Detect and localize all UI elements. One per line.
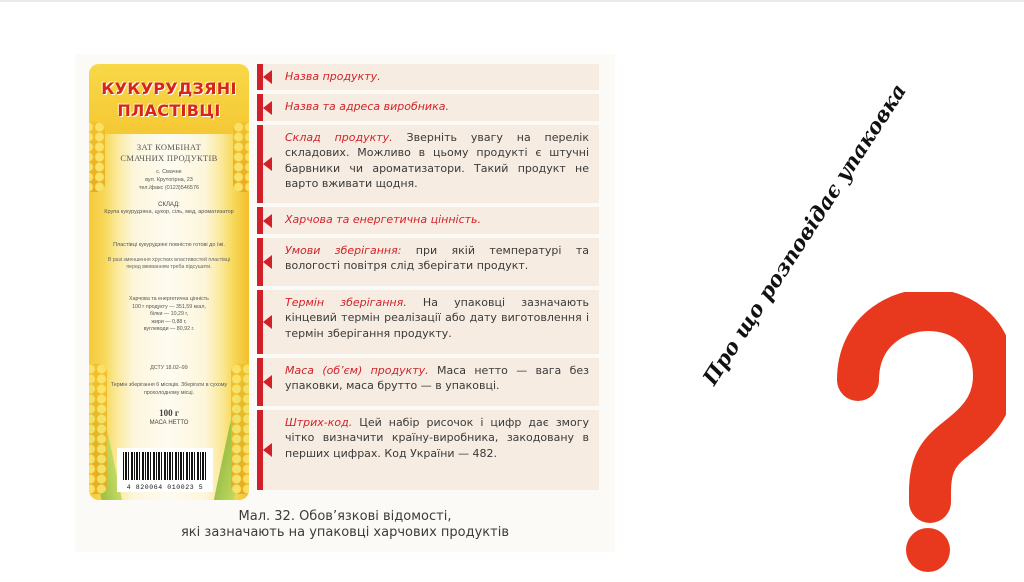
row-text: [285, 99, 589, 114]
info-row: [257, 207, 599, 234]
barcode: [117, 448, 213, 492]
shelf-life-text: Термін зберігання 6 місяців. Зберігати в сухому прохолодному місці.: [110, 382, 228, 396]
row-highlight: Маса (об’єм) продукту.: [285, 364, 429, 377]
row-text: [285, 295, 589, 341]
info-row: [257, 410, 599, 490]
caption-line: які зазначають на упаковці харчових продуктів: [180, 525, 509, 540]
ready-note: Пластівці кукурудзяні повністю готові до їжі.: [113, 242, 225, 248]
row-highlight: Назва та адреса виробника.: [285, 100, 449, 113]
nutrition-title: Харчова та енергетична цінність: [129, 296, 209, 302]
company-line: СМАЧНИХ ПРОДУКТІВ: [120, 153, 218, 163]
row-body: Цей набір рисочок і цифр дає змогу чітко визначити країну-виробника, закодовану в перших цифрах. Код України — 482.: [285, 416, 589, 460]
arrow-left-icon: [263, 375, 272, 389]
row-body: Зверніть увагу на перелік складових. Можливо в цьому продукті є штучні барвники чи ароматизатори. Такий продукт не варто вживати щодня.: [285, 131, 590, 190]
cereal-package: [89, 64, 249, 500]
info-rows: [257, 64, 599, 500]
caption-line: Мал. 32. Обов’язкові відомості,: [238, 509, 452, 524]
barcode-bars-icon: [123, 452, 207, 480]
row-text: [285, 363, 589, 394]
arrow-left-icon: [263, 101, 272, 115]
composition-text: Крупа кукурудзяна, цукор, сіль, мед, ароматизатор: [104, 209, 234, 215]
row-body: На упаковці зазначають кінцевий термін реалізації або дату виготовлення і термін зберігання продукту.: [285, 296, 590, 340]
package-title-line: КУКУРУДЗЯНІ: [101, 79, 237, 98]
question-mark-icon: [836, 292, 1006, 582]
row-text: [285, 130, 589, 191]
row-body: Маса нетто — вага без упаковки, маса брутто — в упаковці.: [285, 364, 589, 393]
net-weight-label: МАСА НЕТТО: [149, 420, 189, 426]
row-text: [285, 69, 589, 84]
nutrition-line: вуглеводи — 80,92 г.: [143, 326, 195, 332]
composition-title: СКЛАД:: [158, 202, 180, 208]
storage-tip: В разі зменшення хрустких властивостей пластівці перед вживанням треба підсушити.: [107, 257, 231, 270]
slide-top-rule: [0, 0, 1024, 2]
corn-kernels-decoration: [233, 122, 249, 192]
row-text: [285, 415, 589, 461]
standard-code: ДСТУ 18.02–99: [150, 365, 188, 371]
package-title: [89, 78, 249, 122]
info-row: [257, 358, 599, 406]
nutrition-block: [103, 296, 235, 334]
question-mark-dot: [906, 528, 950, 572]
address-line: с. Смачне: [156, 169, 182, 175]
info-row: [257, 94, 599, 121]
arrow-left-icon: [263, 443, 272, 457]
arrow-left-icon: [263, 255, 272, 269]
company-line: ЗАТ КОМБІНАТ: [136, 142, 202, 152]
info-row: [257, 125, 599, 203]
row-highlight: Термін зберігання.: [285, 296, 407, 309]
nutrition-line: 100 г продукту — 351,59 ккал,: [132, 303, 206, 310]
question-mark-hook: [858, 310, 994, 502]
info-row: [257, 64, 599, 90]
nutrition-line: білки — 10,29 г,: [149, 311, 189, 317]
package-title-line: ПЛАСТІВЦІ: [117, 101, 221, 120]
slide-title-text: Про що розповідає упаковка: [697, 79, 912, 390]
figure-caption: [75, 509, 615, 541]
info-row: [257, 238, 599, 286]
row-highlight: Штрих-код.: [285, 416, 353, 429]
row-highlight: Назва продукту.: [285, 70, 381, 83]
figure-content: [89, 64, 599, 500]
arrow-left-icon: [263, 214, 272, 228]
row-highlight: Харчова та енергетична цінність.: [285, 213, 482, 226]
package-address: [103, 168, 235, 192]
illustration-figure: [75, 54, 615, 552]
info-row: [257, 290, 599, 354]
package-company: [103, 142, 235, 164]
net-weight: 100 г: [159, 408, 179, 418]
row-highlight: Умови зберігання:: [285, 244, 402, 257]
barcode-digits: 4 820064 010023 5: [126, 484, 204, 491]
arrow-left-icon: [263, 157, 272, 171]
address-line: вул. Крутогірна, 23: [145, 177, 193, 183]
nutrition-line: жири — 0,88 г,: [151, 318, 187, 325]
arrow-left-icon: [263, 315, 272, 329]
arrow-left-icon: [263, 70, 272, 84]
row-body: при якій температурі та вологості повітря слід зберігати продукт.: [285, 244, 589, 273]
row-text: [285, 243, 589, 274]
address-line: тел./факс (0123)546576: [138, 185, 200, 191]
row-highlight: Склад продукту.: [285, 131, 393, 144]
row-text: [285, 212, 589, 227]
